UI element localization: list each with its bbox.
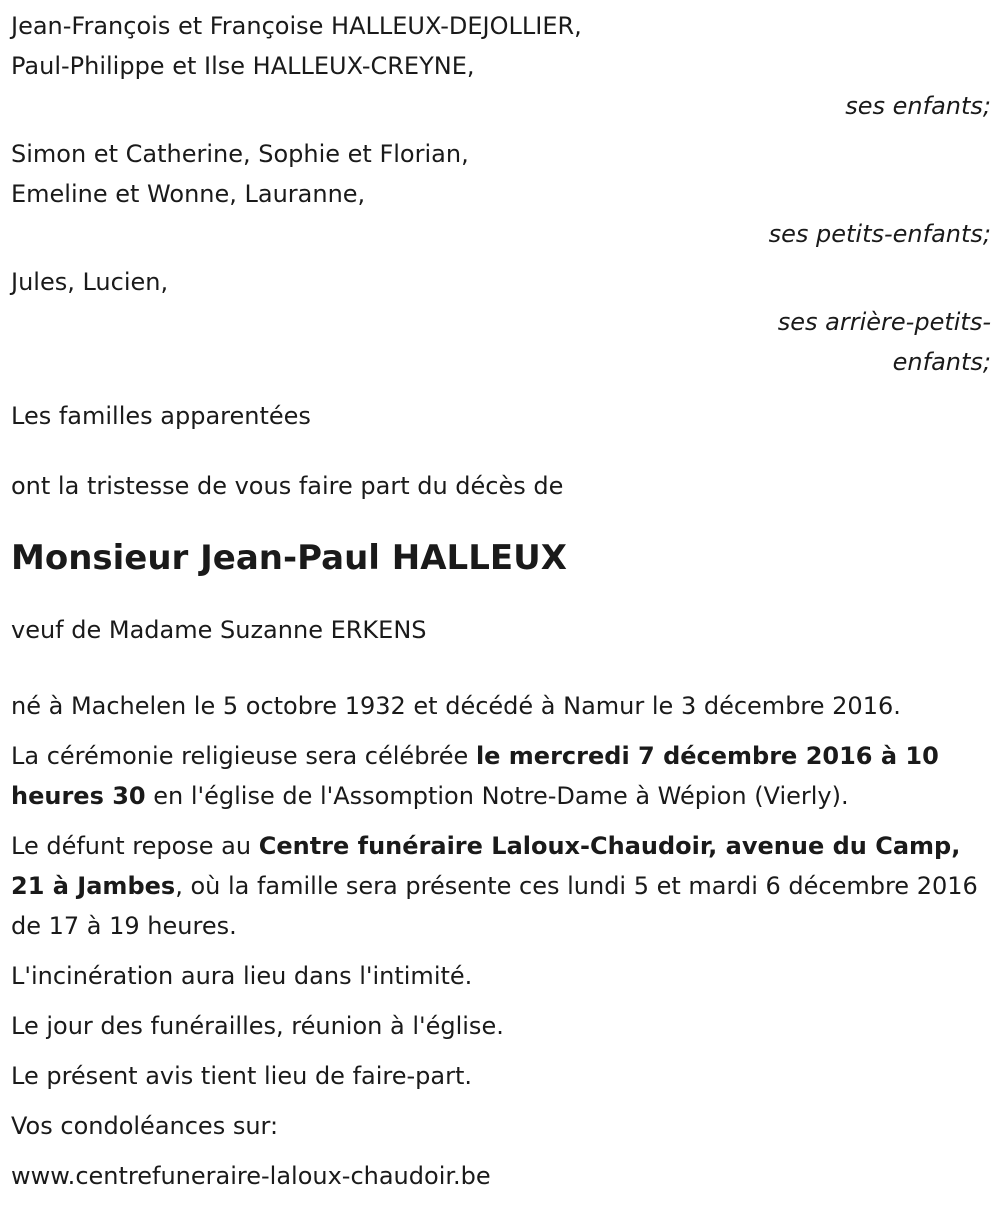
children-role: ses enfants; [845, 92, 991, 120]
grandchildren-line-2: Emeline et Wonne, Lauranne, [11, 180, 366, 208]
birth-death-text: né à Machelen le 5 octobre 1932 et décédé à Namur le 3 décembre 2016. [11, 692, 901, 720]
great-grandchildren-role-2: enfants; [892, 348, 991, 376]
reunion-text: Le jour des funérailles, réunion à l'église. [11, 1012, 504, 1040]
grandchildren-line-1: Simon et Catherine, Sophie et Florian, [11, 140, 469, 168]
ceremony-prefix: La cérémonie religieuse sera célébrée [11, 742, 476, 770]
great-grandchildren-role-1: ses arrière-petits- [777, 308, 991, 336]
notice-text: Le présent avis tient lieu de faire-part. [11, 1062, 473, 1090]
grandchildren-section [11, 134, 991, 254]
condolences-label: Vos condoléances sur: [11, 1112, 279, 1140]
grandchildren-role: ses petits-enfants; [768, 220, 991, 248]
incineration-text: L'incinération aura lieu dans l'intimité. [11, 962, 473, 990]
great-grandchildren-line-1: Jules, Lucien, [11, 268, 169, 296]
repose-suffix: , où la famille sera présente ces lundi 5 et mardi 6 décembre 2016 de 17 à 19 heures. [11, 872, 978, 940]
children-line-1: Jean-François et Françoise HALLEUX-DEJOLLIER, [11, 12, 582, 40]
condolences-url: www.centrefuneraire-laloux-chaudoir.be [11, 1162, 491, 1190]
announcement-text: ont la tristesse de vous faire part du décès de [11, 472, 564, 500]
death-notice [11, 6, 991, 1206]
ceremony-date: le mercredi 7 décembre 2016 à 10 heures 30 [11, 742, 939, 810]
children-line-2: Paul-Philippe et Ilse HALLEUX-CREYNE, [11, 52, 475, 80]
ceremony-paragraph [11, 736, 991, 816]
related-families: Les familles apparentées [11, 402, 311, 430]
widower-text: veuf de Madame Suzanne ERKENS [11, 616, 427, 644]
deceased-name: Monsieur Jean-Paul HALLEUX [11, 538, 567, 578]
repose-paragraph [11, 826, 991, 946]
children-section [11, 6, 991, 126]
repose-location: Centre funéraire Laloux-Chaudoir, avenue du Camp, 21 à Jambes [11, 832, 961, 900]
great-grandchildren-section [11, 262, 991, 382]
ceremony-suffix: en l'église de l'Assomption Notre-Dame à Wépion (Vierly). [145, 782, 849, 810]
repose-prefix: Le défunt repose au [11, 832, 259, 860]
